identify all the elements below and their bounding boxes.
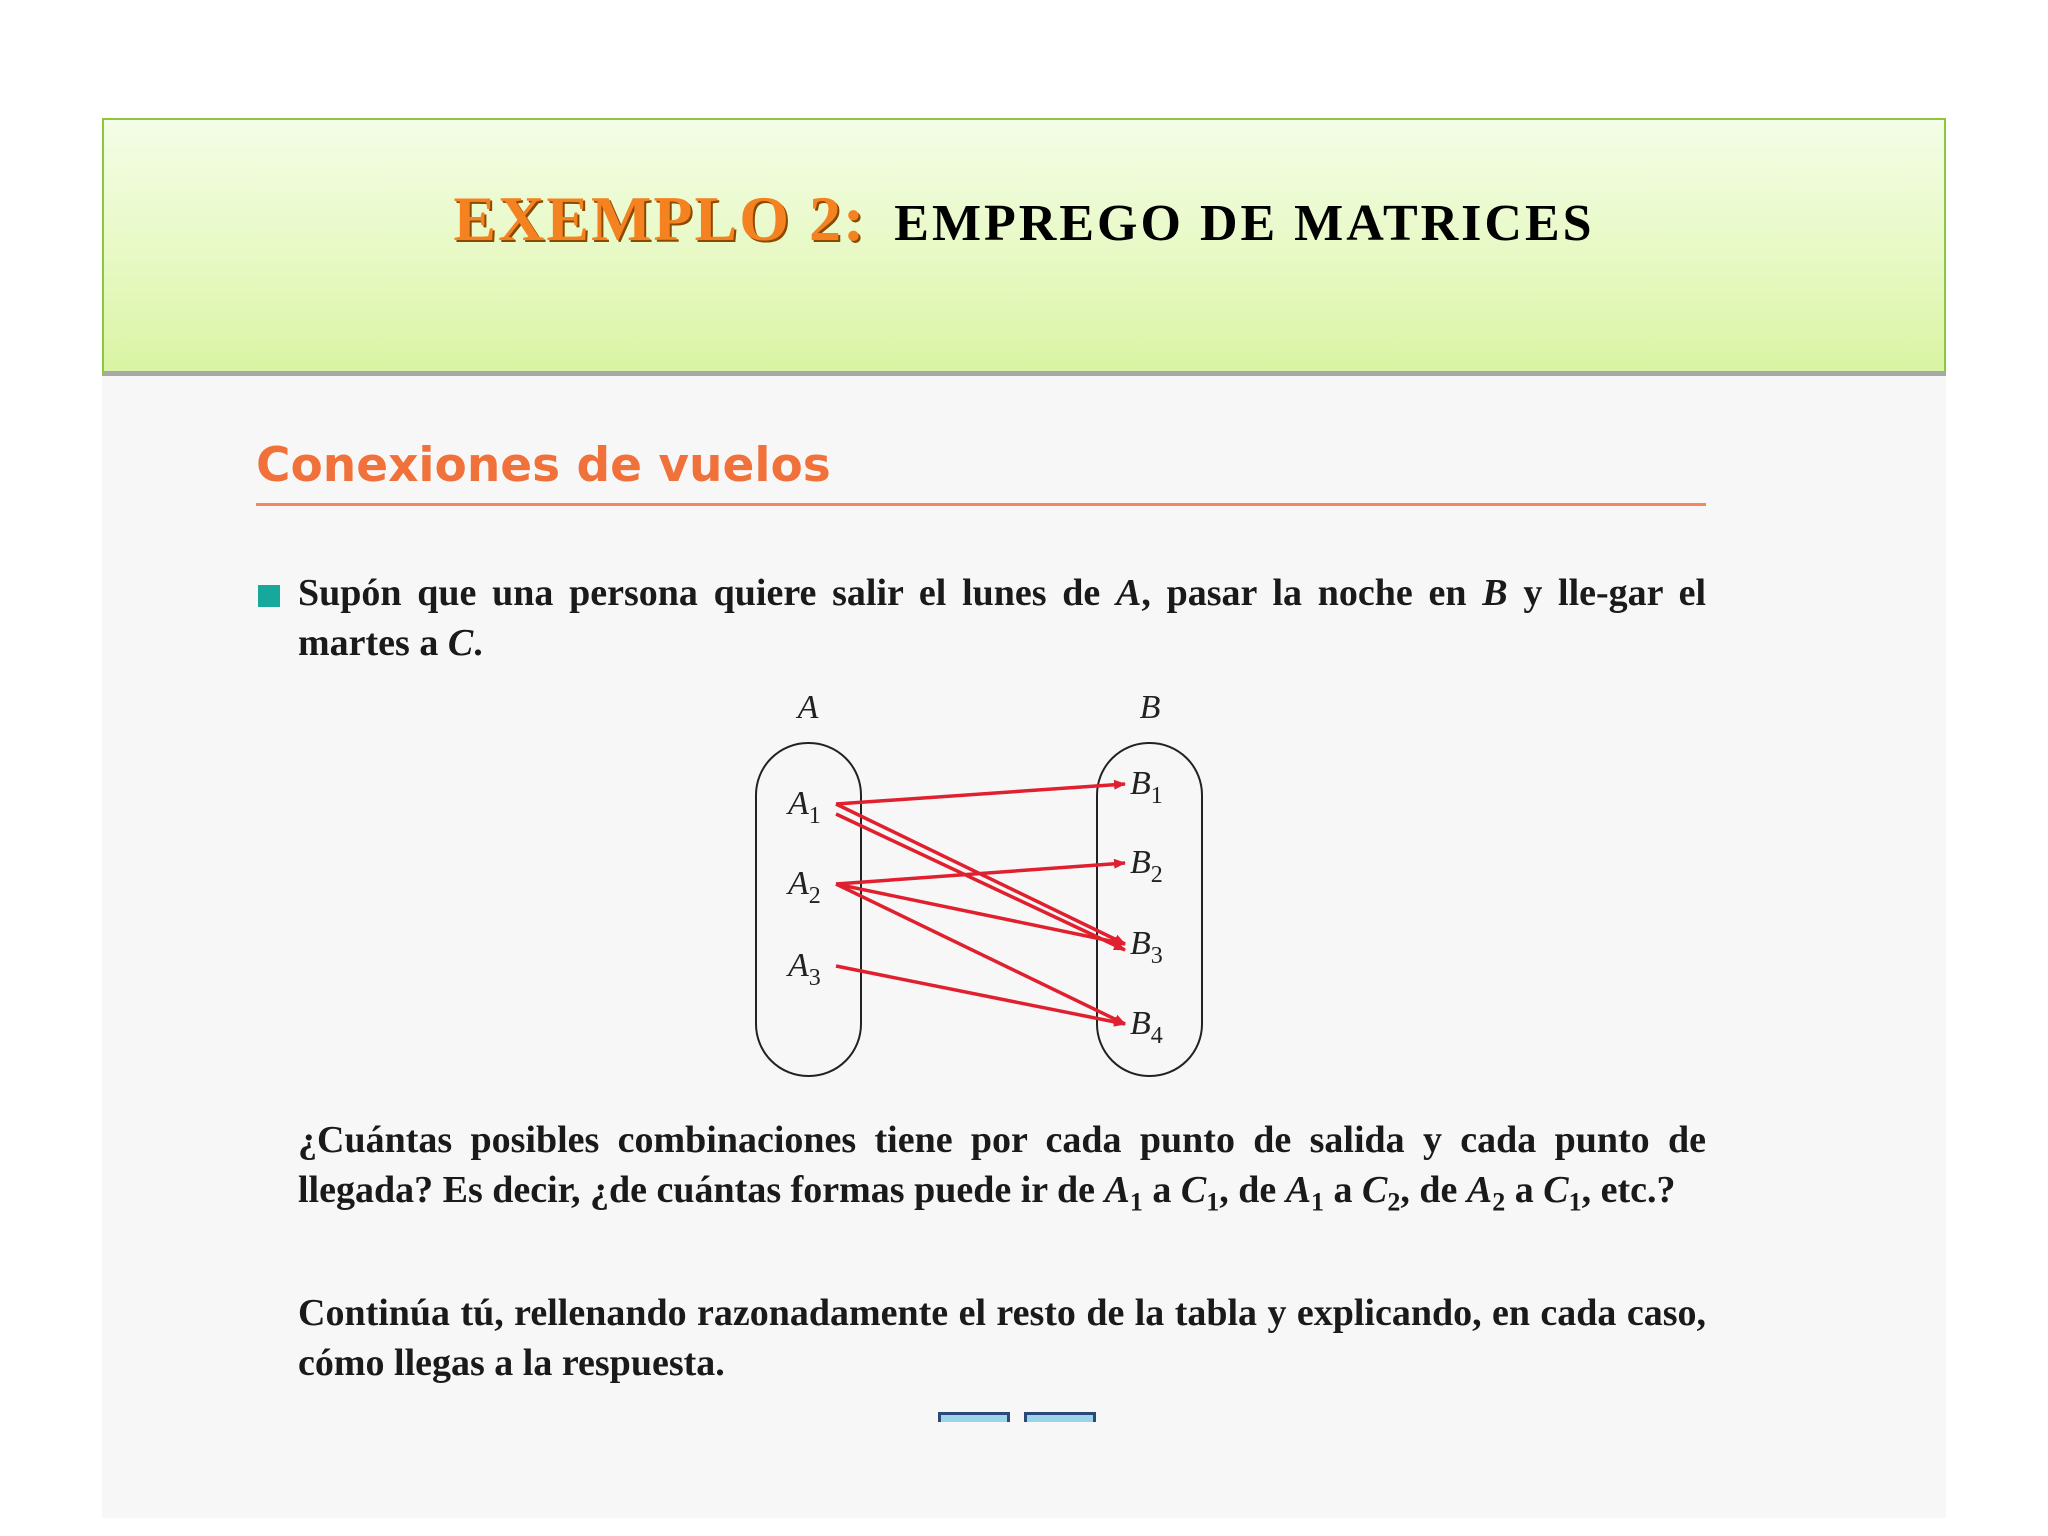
node-subscript: 3 [1150, 943, 1163, 969]
connection-arrow-a2-b4 [836, 884, 1125, 1024]
intro-paragraph: Supón que una persona quiere salir el lunes de A, pasar la noche en B y lle-gar el martes a C. [298, 572, 1707, 664]
node-letter: B [1130, 765, 1151, 802]
example-subtitle: EMPREGO DE MATRICES [894, 195, 1595, 252]
node-a1 [786, 785, 821, 829]
node-subscript: 1 [808, 803, 821, 829]
heading-divider [256, 503, 1706, 506]
title-banner [102, 118, 1946, 376]
node-b1 [1130, 765, 1163, 809]
banner-title [104, 182, 1944, 256]
node-letter: A [788, 947, 809, 984]
section-heading: Conexiones de vuelos [256, 438, 831, 493]
connection-arrow-a2-b3 [836, 884, 1125, 944]
table-header-cell [1024, 1412, 1096, 1422]
node-subscript: 2 [1150, 862, 1163, 888]
node-letter: A [788, 865, 809, 902]
node-letter: B [1130, 925, 1151, 962]
example-label: EXEMPLO 2: [453, 183, 867, 254]
connections-layer [836, 784, 1125, 1024]
node-b2 [1130, 844, 1163, 888]
node-b3 [1130, 925, 1163, 969]
connection-arrow-a1-b1 [836, 784, 1125, 804]
flight-connections-diagram [740, 690, 1220, 1090]
node-subscript: 1 [1150, 783, 1163, 809]
node-subscript: 2 [808, 883, 821, 909]
node-b4 [1130, 1005, 1163, 1049]
question-paragraph: ¿Cuántas posibles combinaciones tiene por cada punto de salida y cada punto de llegada? Es decir, ¿de cuántas formas puede ir de $A_1$ a $C_1$, de $A_1$ a $C_2$, de $A_2$ a $C_1$, etc.? [298, 1119, 1706, 1217]
square-bullet-icon [258, 585, 280, 607]
node-a3 [786, 947, 821, 991]
instruction-paragraph: Continúa tú, rellenando razonadamente el resto de la tabla y explicando, en cada caso, cómo llegas a la respuesta. [298, 1292, 1706, 1384]
node-letter: B [1130, 844, 1151, 881]
node-subscript: 4 [1150, 1023, 1163, 1049]
group-b-label: B [1139, 690, 1161, 726]
node-a2 [786, 865, 821, 909]
connection-arrow-a3-b4 [836, 966, 1125, 1024]
node-letter: B [1130, 1005, 1151, 1042]
node-subscript: 3 [808, 965, 821, 991]
group-a-label: A [797, 690, 819, 726]
node-letter: A [788, 785, 809, 822]
table-header-cell [938, 1412, 1010, 1422]
